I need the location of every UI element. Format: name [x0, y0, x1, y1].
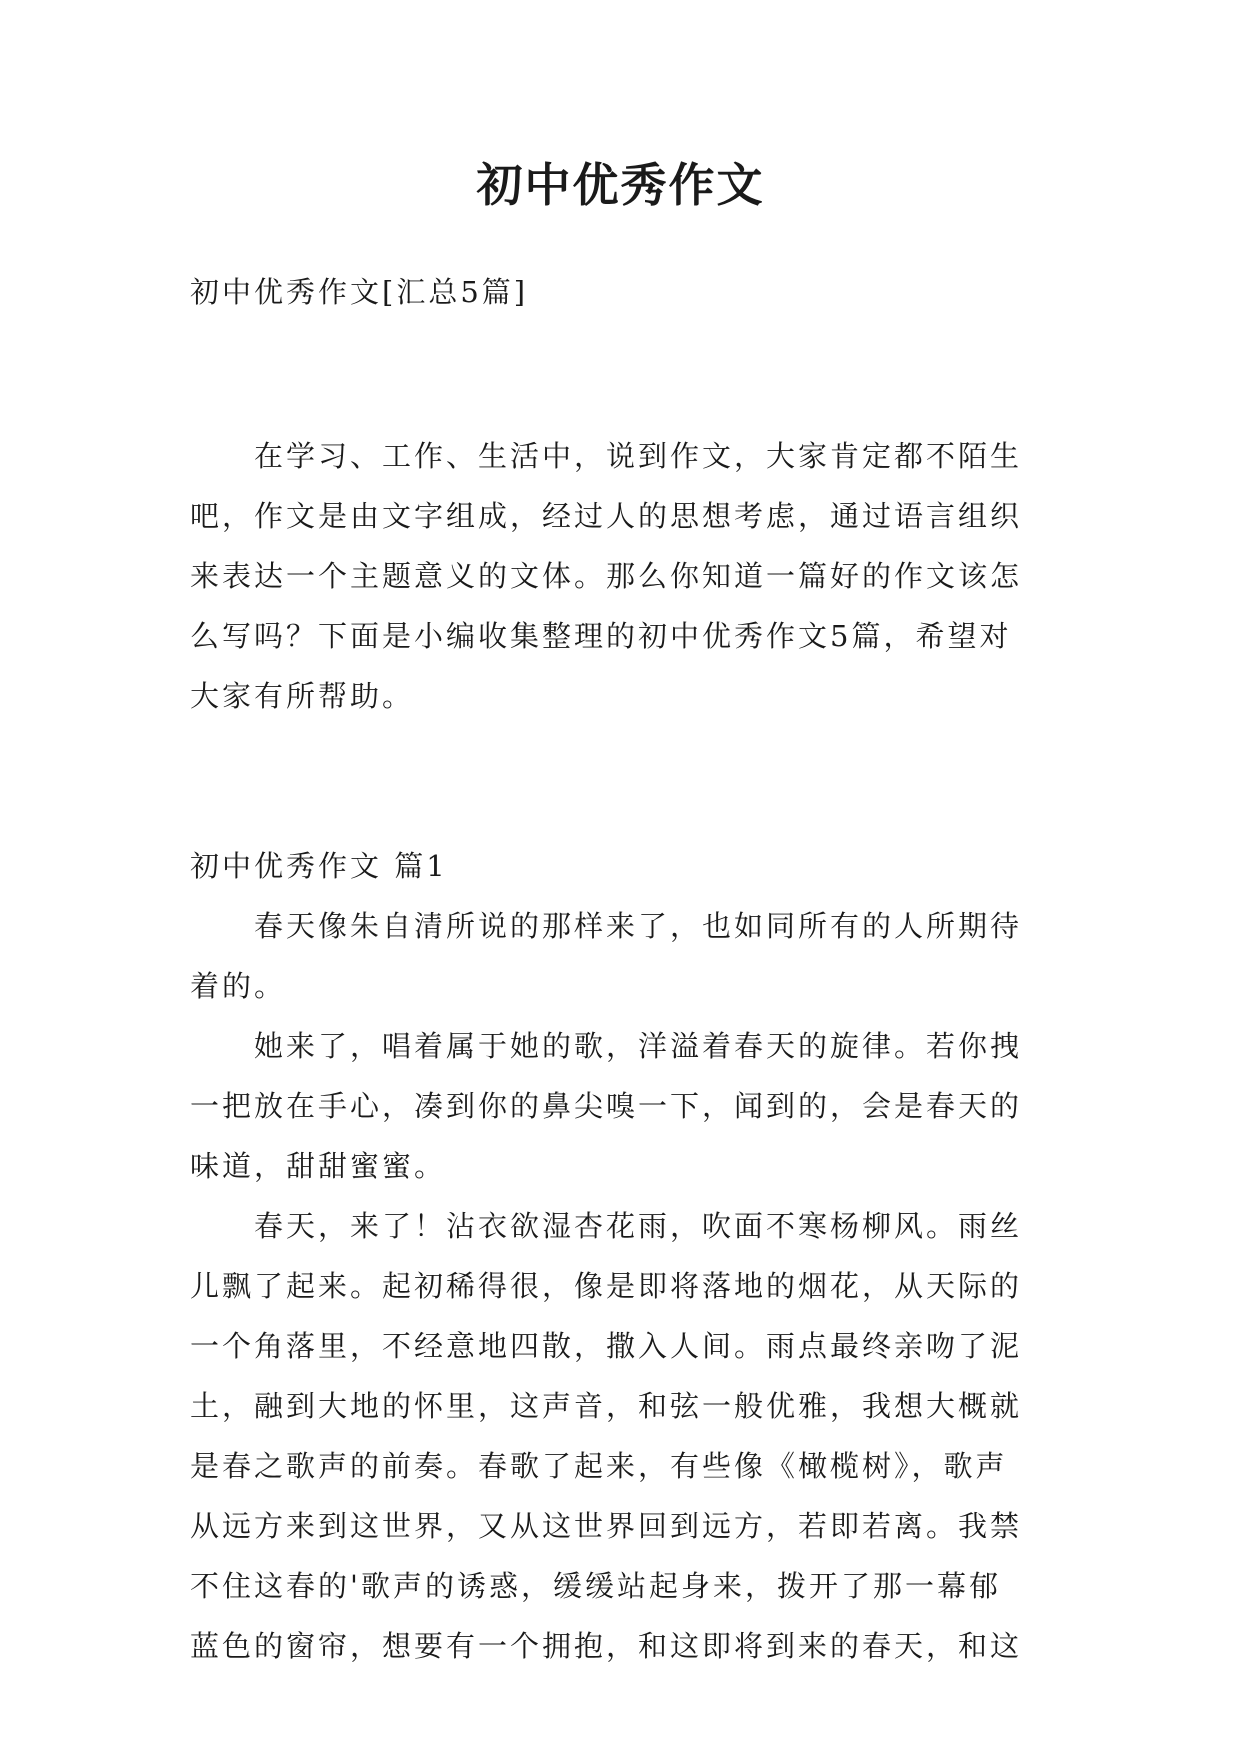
paragraph-line: 来表达一个主题意义的文体。那么你知道一篇好的作文该怎 [190, 559, 1023, 593]
paragraph-line: 吧，作文是由文字组成，经过人的思想考虑，通过语言组织 [190, 499, 1023, 533]
paragraph-line: 蓝色的窗帘，想要有一个拥抱，和这即将到来的春天，和这 [190, 1629, 1023, 1663]
paragraph-line: 儿飘了起来。起初稀得很，像是即将落地的烟花，从天际的 [190, 1269, 1023, 1303]
document-body [190, 262, 1052, 1676]
paragraph-line: 土，融到大地的怀里，这声音，和弦一般优雅，我想大概就 [190, 1389, 1023, 1423]
paragraph-line: 是春之歌声的前奏。春歌了起来，有些像《橄榄树》，歌声 [190, 1449, 1008, 1483]
intro-paragraph [190, 426, 1052, 726]
paragraph-line: 着的。 [190, 969, 287, 1003]
essay-paragraph-1 [190, 896, 1052, 1016]
paragraph-line: 么写吗？下面是小编收集整理的初中优秀作文5篇，希望对 [190, 619, 1012, 653]
paragraph-line: 大家有所帮助。 [190, 679, 415, 713]
paragraph-line: 一把放在手心，凑到你的鼻尖嗅一下，闻到的，会是春天的 [190, 1089, 1023, 1123]
spacer [190, 786, 1052, 836]
essay-paragraph-2 [190, 1016, 1052, 1196]
paragraph-line: 她来了，唱着属于她的歌，洋溢着春天的旋律。若你拽 [254, 1029, 1023, 1063]
blank-line [190, 726, 1052, 786]
document-subtitle: 初中优秀作文[汇总5篇] [190, 275, 529, 309]
paragraph-line: 从远方来到这世界，又从这世界回到远方，若即若离。我禁 [190, 1509, 1023, 1543]
paragraph-line: 在学习、工作、生活中，说到作文，大家肯定都不陌生 [254, 439, 1023, 473]
paragraph-line: 味道，甜甜蜜蜜。 [190, 1149, 447, 1183]
essay-paragraph-3 [190, 1196, 1052, 1676]
section-heading: 初中优秀作文 篇1 [190, 849, 448, 883]
blank-line [190, 322, 1052, 382]
paragraph-line: 一个角落里，不经意地四散，撒入人间。雨点最终亲吻了泥 [190, 1329, 1023, 1363]
spacer [190, 382, 1052, 426]
paragraph-line: 春天，来了！沾衣欲湿杏花雨，吹面不寒杨柳风。雨丝 [254, 1209, 1023, 1243]
paragraph-line: 春天像朱自清所说的那样来了，也如同所有的人所期待 [254, 909, 1023, 943]
paragraph-line: 不住这春的'歌声的诱惑，缓缓站起身来，拨开了那一幕郁 [190, 1569, 1001, 1603]
document-title: 初中优秀作文 [476, 158, 765, 212]
